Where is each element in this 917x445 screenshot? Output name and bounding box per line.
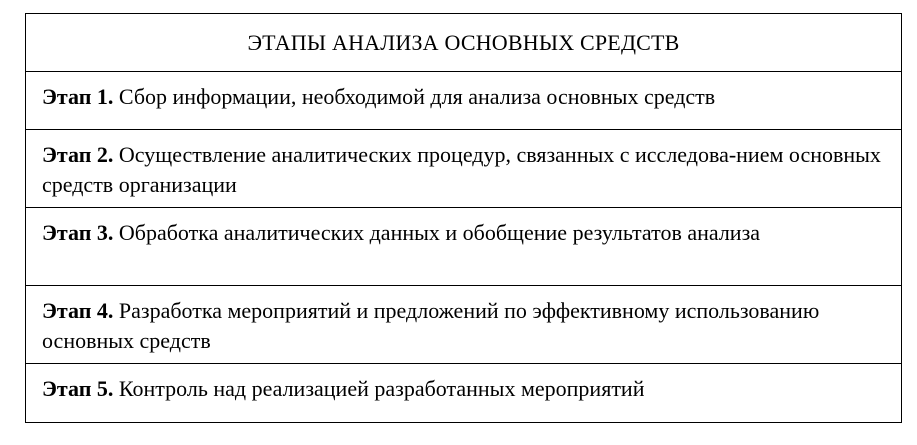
stage-label: Этап 4. [42,298,114,323]
stages-table [25,13,902,423]
stage-text: Контроль над реализацией разработанных мероприятий [118,376,645,401]
stage-label: Этап 3. [42,220,114,245]
stage-row-5 [26,364,901,422]
stage-label: Этап 5. [42,376,114,401]
table-title: ЭТАПЫ АНАЛИЗА ОСНОВНЫХ СРЕДСТВ [26,14,901,72]
stage-label: Этап 2. [42,142,114,167]
stage-text: Сбор информации, необходимой для анализа основных средств [118,84,716,109]
stage-row-3 [26,208,901,286]
stage-row-1 [26,72,901,130]
stage-row-2 [26,130,901,208]
stage-text: Осуществление аналитических процедур, связанных с исследова-нием основных средств организации [42,142,881,197]
stage-text: Разработка мероприятий и предложений по эффективному использованию основных средств [42,298,820,353]
stage-row-4 [26,286,901,364]
stage-text: Обработка аналитических данных и обобщение результатов анализа [118,220,761,245]
stage-label: Этап 1. [42,84,114,109]
